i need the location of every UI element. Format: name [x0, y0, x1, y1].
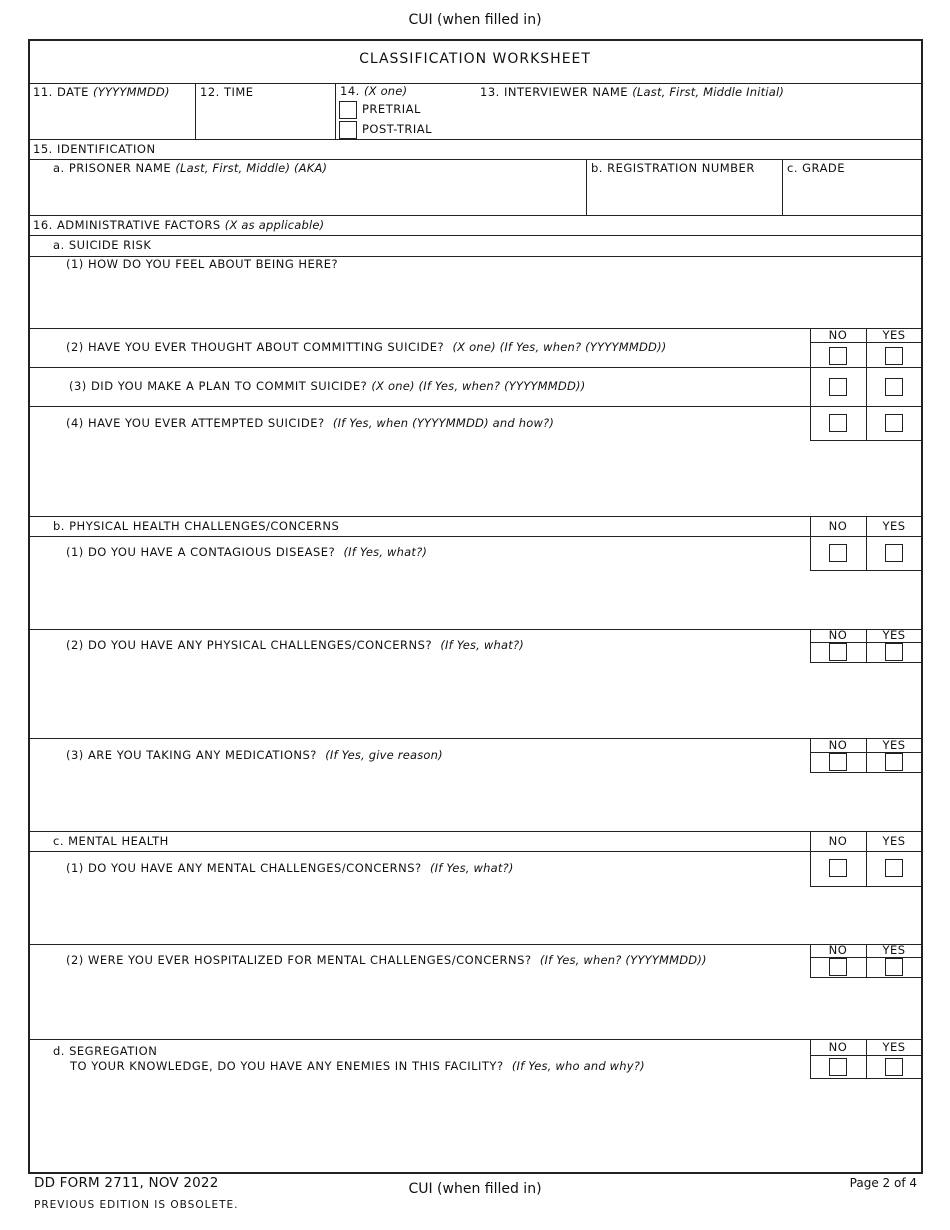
suicide-q3-no-checkbox[interactable]	[829, 378, 847, 396]
physical-q1-answer[interactable]	[30, 572, 920, 628]
cui-marking-top: CUI (when filled in)	[408, 12, 542, 28]
prisoner-name-input[interactable]	[30, 176, 584, 214]
no-column-header: NO	[828, 738, 848, 752]
yes-column-header: YES	[882, 328, 906, 342]
mental-q2-yes-checkbox[interactable]	[885, 958, 903, 976]
identification-label: 15. IDENTIFICATION	[33, 142, 156, 156]
suicide-q3-label: (3) DID YOU MAKE A PLAN TO COMMIT SUICIDE? (X one) (If Yes, when? (YYYYMMDD))	[69, 379, 586, 393]
mental-q1-no-checkbox[interactable]	[829, 859, 847, 877]
mental-q2-answer[interactable]	[30, 979, 920, 1037]
physical-q1-yes-checkbox[interactable]	[885, 544, 903, 562]
physical-q2-answer[interactable]	[30, 664, 920, 736]
mental-q1-answer[interactable]	[30, 888, 920, 943]
suicide-q3-yes-checkbox[interactable]	[885, 378, 903, 396]
pretrial-label: PRETRIAL	[362, 102, 421, 116]
physical-q1-no-checkbox[interactable]	[829, 544, 847, 562]
mental-q1-yes-checkbox[interactable]	[885, 859, 903, 877]
time-field-label: 12. TIME	[200, 85, 254, 99]
grade-label: c. GRADE	[787, 161, 846, 175]
grade-input[interactable]	[784, 176, 920, 214]
cui-marking-bottom: CUI (when filled in)	[408, 1181, 542, 1197]
pretrial-checkbox[interactable]	[339, 101, 357, 119]
date-field-label: 11. DATE (YYYYMMDD)	[33, 85, 170, 99]
no-column-header: NO	[828, 834, 848, 848]
time-input[interactable]	[197, 100, 333, 138]
mental-q2-no-checkbox[interactable]	[829, 958, 847, 976]
suicide-q4-no-checkbox[interactable]	[829, 414, 847, 432]
segregation-answer[interactable]	[30, 1080, 920, 1172]
yes-column-header: YES	[882, 628, 906, 642]
no-column-header: NO	[828, 943, 848, 957]
physical-q3-no-checkbox[interactable]	[829, 753, 847, 771]
suicide-q4-label: (4) HAVE YOU EVER ATTEMPTED SUICIDE? (If Yes, when (YYYYMMDD) and how?)	[66, 416, 555, 430]
interviewer-name-input[interactable]	[478, 100, 918, 138]
suicide-q2-yes-checkbox[interactable]	[885, 347, 903, 365]
form-identifier: DD FORM 2711, NOV 2022	[34, 1175, 219, 1191]
no-column-header: NO	[828, 519, 848, 533]
segregation-q1-label: TO YOUR KNOWLEDGE, DO YOU HAVE ANY ENEMIES IN THIS FACILITY? (If Yes, who and why?)	[70, 1059, 645, 1073]
yes-column-header: YES	[882, 738, 906, 752]
suicide-risk-label: a. SUICIDE RISK	[53, 238, 152, 252]
physical-health-label: b. PHYSICAL HEALTH CHALLENGES/CONCERNS	[53, 519, 340, 533]
mental-health-label: c. MENTAL HEALTH	[53, 834, 169, 848]
segregation-yes-checkbox[interactable]	[885, 1058, 903, 1076]
suicide-q1-label: (1) HOW DO YOU FEEL ABOUT BEING HERE?	[66, 257, 339, 271]
physical-q1-label: (1) DO YOU HAVE A CONTAGIOUS DISEASE? (If Yes, what?)	[66, 545, 428, 559]
prisoner-name-label: a. PRISONER NAME (Last, First, Middle) (AKA)	[53, 161, 328, 175]
segregation-label: d. SEGREGATION	[53, 1044, 158, 1058]
registration-number-label: b. REGISTRATION NUMBER	[591, 161, 755, 175]
mental-q2-label: (2) WERE YOU EVER HOSPITALIZED FOR MENTAL CHALLENGES/CONCERNS? (If Yes, when? (YYYYMMDD))	[66, 953, 707, 967]
interviewer-name-label: 13. INTERVIEWER NAME (Last, First, Middle Initial)	[480, 85, 785, 99]
segregation-no-checkbox[interactable]	[829, 1058, 847, 1076]
physical-q3-yes-checkbox[interactable]	[885, 753, 903, 771]
physical-q2-label: (2) DO YOU HAVE ANY PHYSICAL CHALLENGES/CONCERNS? (If Yes, what?)	[66, 638, 524, 652]
page-number: Page 2 of 4	[849, 1176, 917, 1190]
suicide-q4-yes-checkbox[interactable]	[885, 414, 903, 432]
suicide-q2-no-checkbox[interactable]	[829, 347, 847, 365]
administrative-factors-label: 16. ADMINISTRATIVE FACTORS (X as applicable)	[33, 218, 325, 232]
post-trial-checkbox[interactable]	[339, 121, 357, 139]
physical-q2-no-checkbox[interactable]	[829, 643, 847, 661]
suicide-q4-answer[interactable]	[30, 442, 920, 514]
yes-column-header: YES	[882, 834, 906, 848]
physical-q2-yes-checkbox[interactable]	[885, 643, 903, 661]
obsolete-notice: PREVIOUS EDITION IS OBSOLETE.	[34, 1199, 239, 1211]
suicide-q2-label: (2) HAVE YOU EVER THOUGHT ABOUT COMMITTING SUICIDE? (X one) (If Yes, when? (YYYYMMDD))	[66, 340, 667, 354]
physical-q3-answer[interactable]	[30, 774, 920, 830]
yes-column-header: YES	[882, 519, 906, 533]
no-column-header: NO	[828, 328, 848, 342]
no-column-header: NO	[828, 1040, 848, 1054]
suicide-q1-answer[interactable]	[30, 272, 920, 327]
post-trial-label: POST-TRIAL	[362, 122, 433, 136]
yes-column-header: YES	[882, 1040, 906, 1054]
mental-q1-label: (1) DO YOU HAVE ANY MENTAL CHALLENGES/CONCERNS? (If Yes, what?)	[66, 861, 514, 875]
yes-column-header: YES	[882, 943, 906, 957]
date-input[interactable]	[30, 100, 193, 138]
trial-type-label: 14. (X one)	[340, 84, 408, 98]
physical-q3-label: (3) ARE YOU TAKING ANY MEDICATIONS? (If Yes, give reason)	[66, 748, 443, 762]
registration-number-input[interactable]	[588, 176, 780, 214]
form-title: CLASSIFICATION WORKSHEET	[359, 51, 591, 67]
no-column-header: NO	[828, 628, 848, 642]
